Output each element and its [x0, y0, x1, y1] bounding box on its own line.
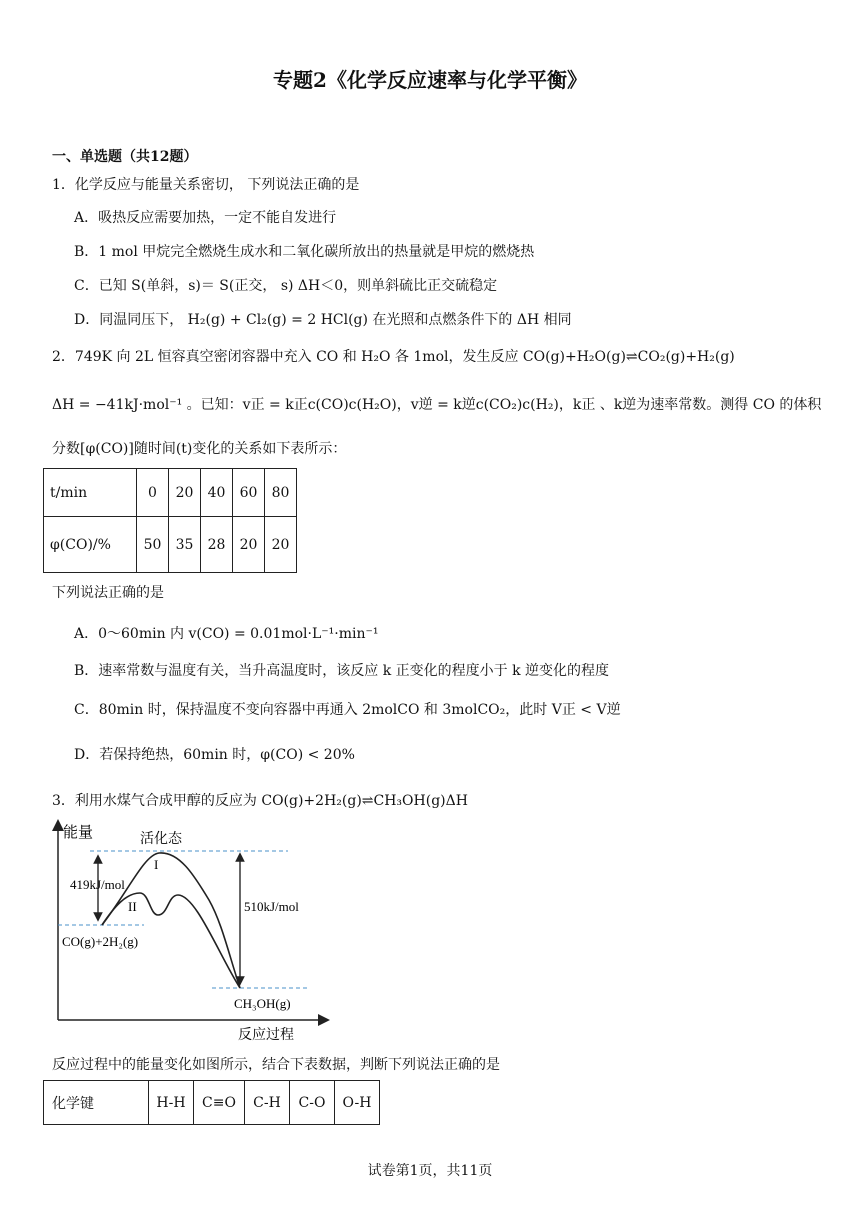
reactant-label: CO(g)+2H₂(g): [62, 934, 139, 949]
q1-option-b: B．1 mol 甲烷完全燃烧生成水和二氧化碳所放出的热量就是甲烷的燃烧热: [74, 244, 535, 260]
table-cell: 20: [233, 517, 265, 573]
section-heading: 一、单选题（共12题）: [52, 149, 198, 165]
q2-option-b: B．速率常数与温度有关，当升高温度时，该反应 k 正变化的程度小于 k 逆变化的程度: [74, 663, 610, 679]
bond-table: [43, 1080, 380, 1125]
table-cell: 0: [137, 469, 169, 517]
table-cell: 50: [137, 517, 169, 573]
table-row: [44, 1081, 380, 1125]
q2-option-c: C．80min 时，保持温度不变向容器中再通入 2molCO 和 3molCO₂，此时 V正 < V逆: [74, 702, 621, 718]
table-cell: 60: [233, 469, 265, 517]
x-axis-label: 反应过程: [238, 1026, 294, 1042]
table-header-cell: φ(CO)/%: [44, 517, 137, 573]
q2-option-d: D．若保持绝热，60min 时，φ(CO) < 20%: [74, 747, 355, 763]
energy-diagram: [44, 815, 334, 1045]
table-cell: 80: [265, 469, 297, 517]
q3-prompt: 反应过程中的能量变化如图所示，结合下表数据，判断下列说法正确的是: [52, 1057, 500, 1073]
q2-stem-line2: ΔH = −41kJ·mol⁻¹ 。已知：v正 = k正c(CO)c(H₂O)，v逆 = k逆c(CO₂)c(H₂)，k正 、k逆为速率常数。测得 CO 的体积: [52, 397, 822, 413]
page-footer: 试卷第1页，共11页: [367, 1163, 493, 1179]
energy-419-label: 419kJ/mol: [70, 877, 125, 892]
q2-stem-line3: 分数[φ(CO)]随时间(t)变化的关系如下表所示：: [52, 441, 347, 457]
table-cell: 20: [169, 469, 201, 517]
table-row: [44, 517, 297, 573]
q1-option-d: D．同温同压下， H₂(g) + Cl₂(g) = 2 HCl(g) 在光照和点燃条件下的 ΔH 相同: [74, 312, 572, 328]
table-cell: 20: [265, 517, 297, 573]
q2-option-a: A．0～60min 内 v(CO) = 0.01mol·L⁻¹·min⁻¹: [74, 626, 379, 642]
table-header-cell: 化学键: [44, 1081, 149, 1125]
curve-i: [102, 853, 240, 988]
page-title: 专题2《化学反应速率与化学平衡》: [273, 68, 587, 92]
table-cell: H-H: [149, 1081, 194, 1125]
q2-prompt: 下列说法正确的是: [52, 585, 164, 601]
curve-ii-label: II: [128, 899, 137, 914]
curve-i-label: I: [154, 857, 159, 872]
table-header-cell: t/min: [44, 469, 137, 517]
product-label: CH₃OH(g): [234, 996, 291, 1011]
q2-data-table: [43, 468, 297, 573]
energy-510-label: 510kJ/mol: [244, 899, 299, 914]
y-axis-label: 能量: [63, 824, 94, 841]
q1-option-c: C．已知 S(单斜，s)＝ S(正交， s) ΔH＜0，则单斜硫比正交硫稳定: [74, 278, 498, 294]
table-cell: 28: [201, 517, 233, 573]
table-row: [44, 469, 297, 517]
peak-label: 活化态: [140, 830, 182, 846]
q1-stem: 1．化学反应与能量关系密切， 下列说法正确的是: [52, 177, 360, 193]
table-cell: O-H: [335, 1081, 380, 1125]
table-cell: C-H: [245, 1081, 290, 1125]
q2-stem: 2．749K 向 2L 恒容真空密闭容器中充入 CO 和 H₂O 各 1mol，发生反应 CO(g)+H₂O(g)⇌CO₂(g)+H₂(g): [52, 349, 735, 365]
table-cell: 35: [169, 517, 201, 573]
q3-stem: 3．利用水煤气合成甲醇的反应为 CO(g)+2H₂(g)⇌CH₃OH(g)ΔH: [52, 793, 468, 809]
q1-option-a: A．吸热反应需要加热，一定不能自发进行: [74, 210, 337, 226]
table-cell: C-O: [290, 1081, 335, 1125]
table-cell: 40: [201, 469, 233, 517]
table-cell: C≡O: [194, 1081, 245, 1125]
